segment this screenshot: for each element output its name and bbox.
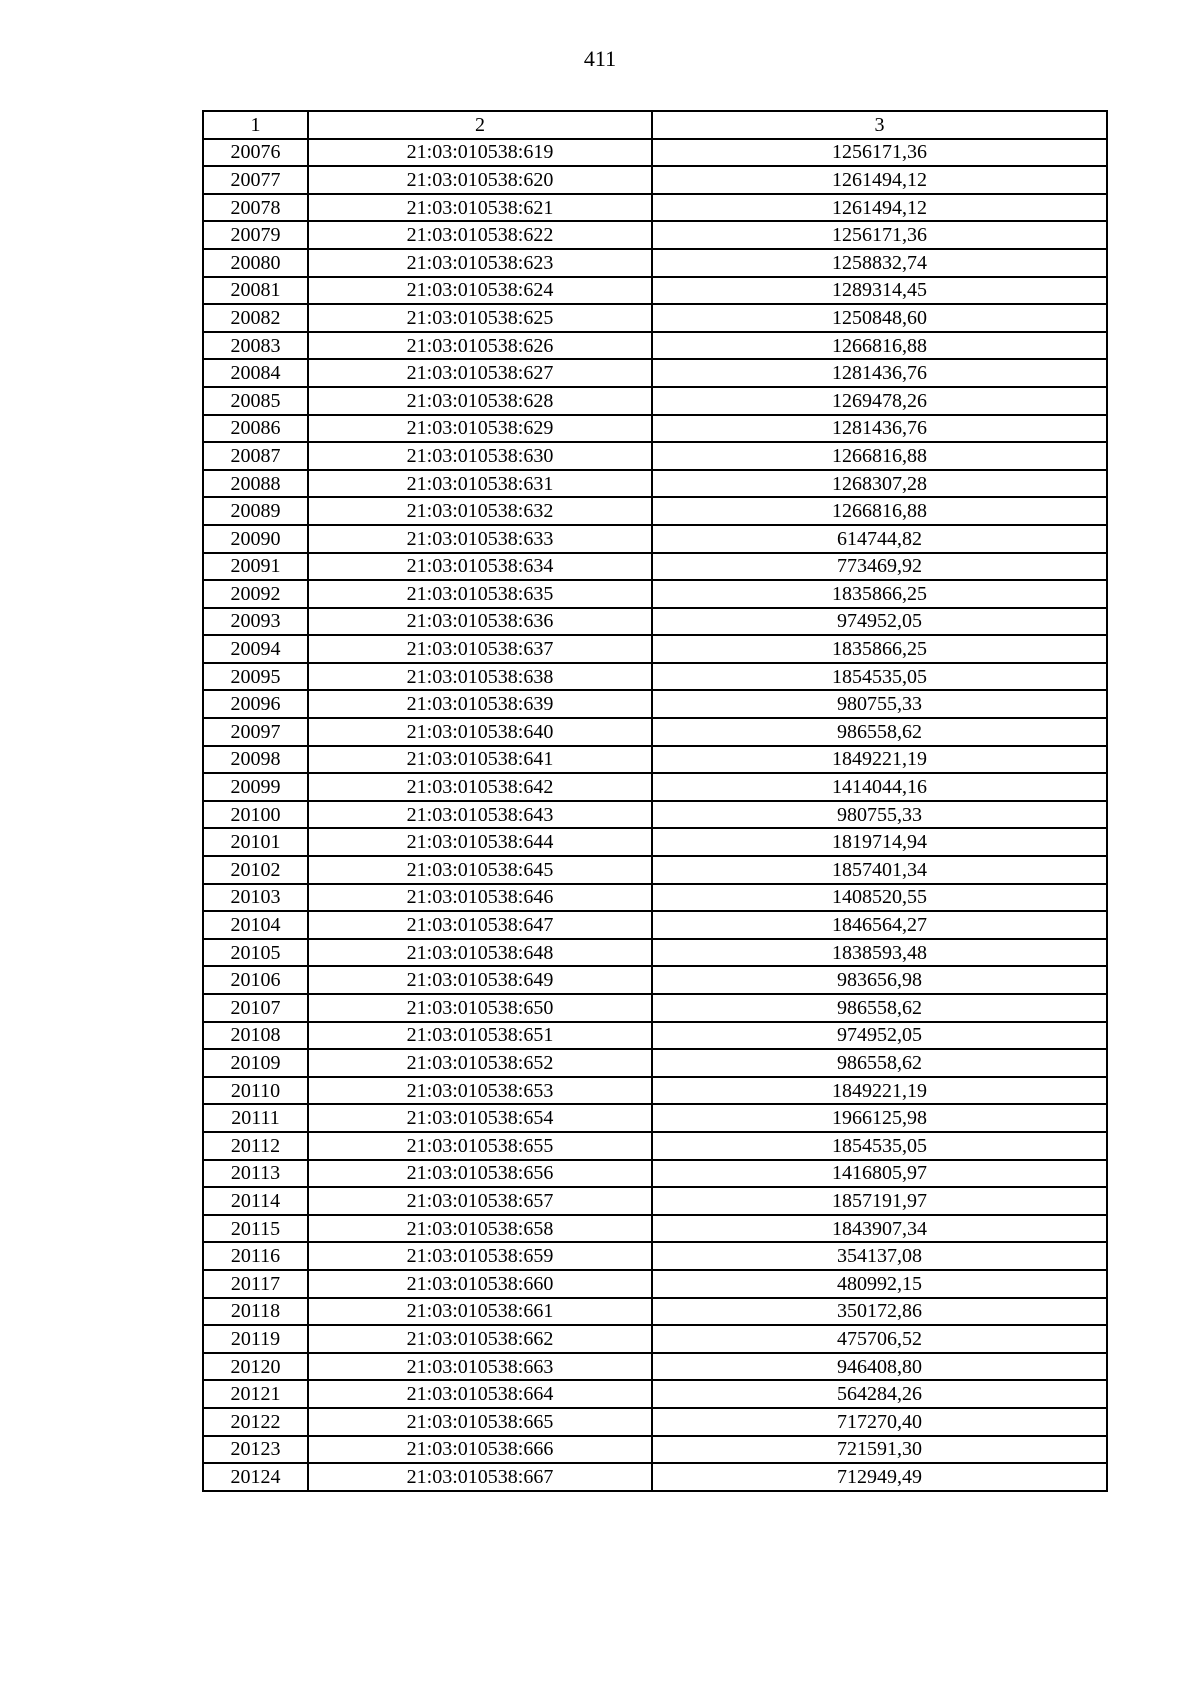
cadastral-number-cell: 21:03:010538:662 bbox=[308, 1325, 652, 1353]
cadastral-number-cell: 21:03:010538:646 bbox=[308, 884, 652, 912]
row-number-cell: 20090 bbox=[203, 525, 308, 553]
cadastral-number-cell: 21:03:010538:653 bbox=[308, 1077, 652, 1105]
row-number-cell: 20104 bbox=[203, 911, 308, 939]
table-row bbox=[203, 1215, 1107, 1243]
cadastral-number-cell: 21:03:010538:631 bbox=[308, 470, 652, 498]
cadastral-number-cell: 21:03:010538:667 bbox=[308, 1463, 652, 1491]
table-row bbox=[203, 1132, 1107, 1160]
table-row bbox=[203, 966, 1107, 994]
cadastral-number-cell: 21:03:010538:622 bbox=[308, 221, 652, 249]
table-row bbox=[203, 994, 1107, 1022]
row-number-cell: 20077 bbox=[203, 166, 308, 194]
cadastral-number-cell: 21:03:010538:661 bbox=[308, 1298, 652, 1326]
cadastral-number-cell: 21:03:010538:619 bbox=[308, 139, 652, 167]
cadastral-number-cell: 21:03:010538:665 bbox=[308, 1408, 652, 1436]
table-row bbox=[203, 1022, 1107, 1050]
cadastral-number-cell: 21:03:010538:636 bbox=[308, 608, 652, 636]
cadastral-number-cell: 21:03:010538:644 bbox=[308, 828, 652, 856]
value-cell: 1261494,12 bbox=[652, 194, 1107, 222]
row-number-cell: 20097 bbox=[203, 718, 308, 746]
table-row bbox=[203, 277, 1107, 305]
cadastral-number-cell: 21:03:010538:633 bbox=[308, 525, 652, 553]
cadastral-number-cell: 21:03:010538:645 bbox=[308, 856, 652, 884]
cadastral-number-cell: 21:03:010538:642 bbox=[308, 773, 652, 801]
value-cell: 1281436,76 bbox=[652, 359, 1107, 387]
cadastral-number-cell: 21:03:010538:650 bbox=[308, 994, 652, 1022]
row-number-cell: 20112 bbox=[203, 1132, 308, 1160]
cadastral-number-cell: 21:03:010538:623 bbox=[308, 249, 652, 277]
value-cell: 1819714,94 bbox=[652, 828, 1107, 856]
cadastral-number-cell: 21:03:010538:654 bbox=[308, 1104, 652, 1132]
value-cell: 1838593,48 bbox=[652, 939, 1107, 967]
table-row bbox=[203, 1298, 1107, 1326]
table-row bbox=[203, 470, 1107, 498]
cadastral-number-cell: 21:03:010538:664 bbox=[308, 1380, 652, 1408]
table-row bbox=[203, 359, 1107, 387]
table-row bbox=[203, 442, 1107, 470]
cadastral-number-cell: 21:03:010538:652 bbox=[308, 1049, 652, 1077]
row-number-cell: 20102 bbox=[203, 856, 308, 884]
cadastral-number-cell: 21:03:010538:634 bbox=[308, 553, 652, 581]
table-row bbox=[203, 608, 1107, 636]
column-header-2: 2 bbox=[308, 111, 652, 139]
cadastral-number-cell: 21:03:010538:620 bbox=[308, 166, 652, 194]
cadastral-number-cell: 21:03:010538:658 bbox=[308, 1215, 652, 1243]
row-number-cell: 20084 bbox=[203, 359, 308, 387]
table-row bbox=[203, 1353, 1107, 1381]
cadastral-number-cell: 21:03:010538:635 bbox=[308, 580, 652, 608]
value-cell: 980755,33 bbox=[652, 690, 1107, 718]
row-number-cell: 20115 bbox=[203, 1215, 308, 1243]
table-row bbox=[203, 718, 1107, 746]
row-number-cell: 20107 bbox=[203, 994, 308, 1022]
row-number-cell: 20120 bbox=[203, 1353, 308, 1381]
cadastral-number-cell: 21:03:010538:655 bbox=[308, 1132, 652, 1160]
row-number-cell: 20116 bbox=[203, 1242, 308, 1270]
table-row bbox=[203, 828, 1107, 856]
row-number-cell: 20087 bbox=[203, 442, 308, 470]
row-number-cell: 20124 bbox=[203, 1463, 308, 1491]
table-row bbox=[203, 497, 1107, 525]
value-cell: 1269478,26 bbox=[652, 387, 1107, 415]
header-row bbox=[203, 111, 1107, 139]
table-row bbox=[203, 1160, 1107, 1188]
value-cell: 1857401,34 bbox=[652, 856, 1107, 884]
value-cell: 712949,49 bbox=[652, 1463, 1107, 1491]
row-number-cell: 20121 bbox=[203, 1380, 308, 1408]
row-number-cell: 20096 bbox=[203, 690, 308, 718]
row-number-cell: 20114 bbox=[203, 1187, 308, 1215]
table-row bbox=[203, 1380, 1107, 1408]
table-row bbox=[203, 1270, 1107, 1298]
table-row bbox=[203, 415, 1107, 443]
table-row bbox=[203, 1325, 1107, 1353]
table-row bbox=[203, 249, 1107, 277]
value-cell: 1849221,19 bbox=[652, 746, 1107, 774]
table-row bbox=[203, 221, 1107, 249]
table-row bbox=[203, 580, 1107, 608]
row-number-cell: 20094 bbox=[203, 635, 308, 663]
table-row bbox=[203, 1104, 1107, 1132]
value-cell: 986558,62 bbox=[652, 994, 1107, 1022]
row-number-cell: 20095 bbox=[203, 663, 308, 691]
value-cell: 1289314,45 bbox=[652, 277, 1107, 305]
row-number-cell: 20110 bbox=[203, 1077, 308, 1105]
value-cell: 1258832,74 bbox=[652, 249, 1107, 277]
row-number-cell: 20099 bbox=[203, 773, 308, 801]
cadastral-number-cell: 21:03:010538:641 bbox=[308, 746, 652, 774]
cadastral-number-cell: 21:03:010538:657 bbox=[308, 1187, 652, 1215]
table-row bbox=[203, 911, 1107, 939]
page-number: 411 bbox=[583, 46, 617, 71]
cadastral-number-cell: 21:03:010538:621 bbox=[308, 194, 652, 222]
cadastral-number-cell: 21:03:010538:638 bbox=[308, 663, 652, 691]
value-cell: 986558,62 bbox=[652, 1049, 1107, 1077]
value-cell: 773469,92 bbox=[652, 553, 1107, 581]
value-cell: 1835866,25 bbox=[652, 580, 1107, 608]
table-row bbox=[203, 387, 1107, 415]
value-cell: 1250848,60 bbox=[652, 304, 1107, 332]
value-cell: 1843907,34 bbox=[652, 1215, 1107, 1243]
cadastral-number-cell: 21:03:010538:626 bbox=[308, 332, 652, 360]
value-cell: 1266816,88 bbox=[652, 442, 1107, 470]
row-number-cell: 20122 bbox=[203, 1408, 308, 1436]
cadastral-number-cell: 21:03:010538:624 bbox=[308, 277, 652, 305]
value-cell: 1416805,97 bbox=[652, 1160, 1107, 1188]
value-cell: 1261494,12 bbox=[652, 166, 1107, 194]
row-number-cell: 20080 bbox=[203, 249, 308, 277]
cadastral-number-cell: 21:03:010538:647 bbox=[308, 911, 652, 939]
row-number-cell: 20105 bbox=[203, 939, 308, 967]
row-number-cell: 20108 bbox=[203, 1022, 308, 1050]
cadastral-number-cell: 21:03:010538:666 bbox=[308, 1436, 652, 1464]
value-cell: 480992,15 bbox=[652, 1270, 1107, 1298]
value-cell: 1835866,25 bbox=[652, 635, 1107, 663]
row-number-cell: 20101 bbox=[203, 828, 308, 856]
row-number-cell: 20109 bbox=[203, 1049, 308, 1077]
row-number-cell: 20098 bbox=[203, 746, 308, 774]
table-row bbox=[203, 801, 1107, 829]
cadastral-number-cell: 21:03:010538:656 bbox=[308, 1160, 652, 1188]
row-number-cell: 20113 bbox=[203, 1160, 308, 1188]
row-number-cell: 20093 bbox=[203, 608, 308, 636]
value-cell: 986558,62 bbox=[652, 718, 1107, 746]
cadastral-number-cell: 21:03:010538:632 bbox=[308, 497, 652, 525]
cadastral-number-cell: 21:03:010538:629 bbox=[308, 415, 652, 443]
value-cell: 1266816,88 bbox=[652, 497, 1107, 525]
column-header-1: 1 bbox=[203, 111, 308, 139]
row-number-cell: 20117 bbox=[203, 1270, 308, 1298]
column-header-3: 3 bbox=[652, 111, 1107, 139]
row-number-cell: 20076 bbox=[203, 139, 308, 167]
value-cell: 354137,08 bbox=[652, 1242, 1107, 1270]
table-row bbox=[203, 194, 1107, 222]
value-cell: 475706,52 bbox=[652, 1325, 1107, 1353]
cadastral-number-cell: 21:03:010538:660 bbox=[308, 1270, 652, 1298]
row-number-cell: 20100 bbox=[203, 801, 308, 829]
data-table bbox=[202, 110, 1108, 1492]
table-row bbox=[203, 1436, 1107, 1464]
row-number-cell: 20086 bbox=[203, 415, 308, 443]
row-number-cell: 20103 bbox=[203, 884, 308, 912]
value-cell: 983656,98 bbox=[652, 966, 1107, 994]
table-row bbox=[203, 525, 1107, 553]
table-row bbox=[203, 553, 1107, 581]
cadastral-number-cell: 21:03:010538:625 bbox=[308, 304, 652, 332]
row-number-cell: 20119 bbox=[203, 1325, 308, 1353]
row-number-cell: 20088 bbox=[203, 470, 308, 498]
table-row bbox=[203, 884, 1107, 912]
table-row bbox=[203, 1408, 1107, 1436]
table-row bbox=[203, 773, 1107, 801]
cadastral-number-cell: 21:03:010538:648 bbox=[308, 939, 652, 967]
table-row bbox=[203, 1242, 1107, 1270]
cadastral-number-cell: 21:03:010538:643 bbox=[308, 801, 652, 829]
value-cell: 1256171,36 bbox=[652, 221, 1107, 249]
value-cell: 974952,05 bbox=[652, 1022, 1107, 1050]
value-cell: 564284,26 bbox=[652, 1380, 1107, 1408]
table-row bbox=[203, 139, 1107, 167]
row-number-cell: 20079 bbox=[203, 221, 308, 249]
table-row bbox=[203, 166, 1107, 194]
table-row bbox=[203, 304, 1107, 332]
cadastral-number-cell: 21:03:010538:639 bbox=[308, 690, 652, 718]
table-row bbox=[203, 332, 1107, 360]
row-number-cell: 20085 bbox=[203, 387, 308, 415]
table-row bbox=[203, 1049, 1107, 1077]
table-row bbox=[203, 663, 1107, 691]
value-cell: 1854535,05 bbox=[652, 1132, 1107, 1160]
value-cell: 1966125,98 bbox=[652, 1104, 1107, 1132]
value-cell: 1281436,76 bbox=[652, 415, 1107, 443]
row-number-cell: 20091 bbox=[203, 553, 308, 581]
table-row bbox=[203, 1077, 1107, 1105]
row-number-cell: 20106 bbox=[203, 966, 308, 994]
row-number-cell: 20092 bbox=[203, 580, 308, 608]
value-cell: 980755,33 bbox=[652, 801, 1107, 829]
value-cell: 717270,40 bbox=[652, 1408, 1107, 1436]
cadastral-number-cell: 21:03:010538:628 bbox=[308, 387, 652, 415]
value-cell: 1846564,27 bbox=[652, 911, 1107, 939]
table-row bbox=[203, 690, 1107, 718]
cadastral-number-cell: 21:03:010538:637 bbox=[308, 635, 652, 663]
row-number-cell: 20123 bbox=[203, 1436, 308, 1464]
row-number-cell: 20118 bbox=[203, 1298, 308, 1326]
value-cell: 1408520,55 bbox=[652, 884, 1107, 912]
value-cell: 350172,86 bbox=[652, 1298, 1107, 1326]
value-cell: 1414044,16 bbox=[652, 773, 1107, 801]
table-row bbox=[203, 939, 1107, 967]
value-cell: 721591,30 bbox=[652, 1436, 1107, 1464]
row-number-cell: 20081 bbox=[203, 277, 308, 305]
table-row bbox=[203, 635, 1107, 663]
value-cell: 1268307,28 bbox=[652, 470, 1107, 498]
cadastral-number-cell: 21:03:010538:663 bbox=[308, 1353, 652, 1381]
cadastral-number-cell: 21:03:010538:630 bbox=[308, 442, 652, 470]
row-number-cell: 20078 bbox=[203, 194, 308, 222]
table-row bbox=[203, 746, 1107, 774]
table-row bbox=[203, 1463, 1107, 1491]
cadastral-number-cell: 21:03:010538:649 bbox=[308, 966, 652, 994]
cadastral-number-cell: 21:03:010538:640 bbox=[308, 718, 652, 746]
table-row bbox=[203, 1187, 1107, 1215]
value-cell: 1854535,05 bbox=[652, 663, 1107, 691]
value-cell: 1256171,36 bbox=[652, 139, 1107, 167]
cadastral-number-cell: 21:03:010538:651 bbox=[308, 1022, 652, 1050]
row-number-cell: 20111 bbox=[203, 1104, 308, 1132]
value-cell: 614744,82 bbox=[652, 525, 1107, 553]
cadastral-number-cell: 21:03:010538:627 bbox=[308, 359, 652, 387]
table-row bbox=[203, 856, 1107, 884]
table-header bbox=[203, 111, 1107, 139]
value-cell: 1849221,19 bbox=[652, 1077, 1107, 1105]
row-number-cell: 20082 bbox=[203, 304, 308, 332]
row-number-cell: 20083 bbox=[203, 332, 308, 360]
value-cell: 1266816,88 bbox=[652, 332, 1107, 360]
row-number-cell: 20089 bbox=[203, 497, 308, 525]
value-cell: 974952,05 bbox=[652, 608, 1107, 636]
value-cell: 1857191,97 bbox=[652, 1187, 1107, 1215]
value-cell: 946408,80 bbox=[652, 1353, 1107, 1381]
table-body bbox=[203, 139, 1107, 1491]
cadastral-number-cell: 21:03:010538:659 bbox=[308, 1242, 652, 1270]
